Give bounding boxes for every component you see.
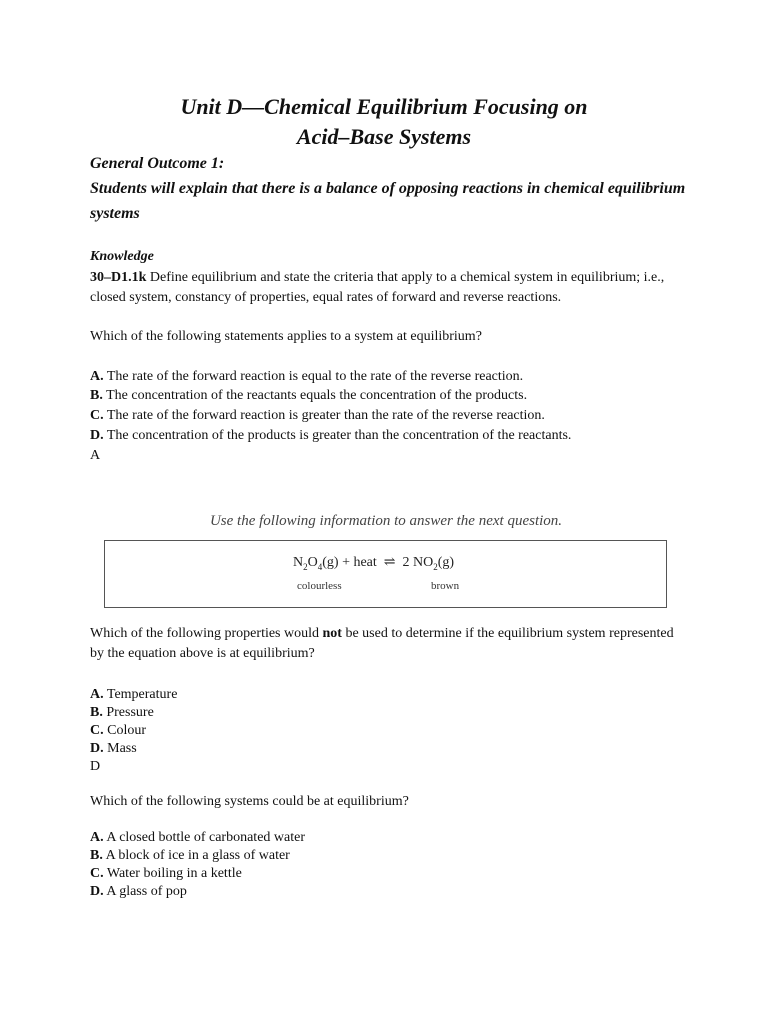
question-1-answer: A <box>90 448 101 463</box>
outcome-text: Students will explain that there is a balance of opposing reactions in chemical equilibrium systems <box>90 180 686 222</box>
question-1-option-a: A. The rate of the forward reaction is equal to the rate of the reverse reaction. <box>90 369 524 384</box>
outcome-code: 30–D1.1k <box>90 270 147 285</box>
knowledge-outcome <box>90 268 690 308</box>
question-2-option-d: D. Mass <box>90 741 137 756</box>
question-2-option-a: A. Temperature <box>90 687 178 702</box>
question-2-option-c: C. Colour <box>90 723 147 738</box>
question-1-option-d: D. The concentration of the products is greater than the concentration of the reactants. <box>90 428 572 443</box>
chemical-equation: $N_2O_4(g)$ + heat ⇌ 2 $NO_2(g)$ <box>293 555 455 572</box>
info-caption: Use the following information to answer the next question. <box>209 513 563 529</box>
label-colourless: colourless <box>297 580 342 592</box>
knowledge-heading: Knowledge <box>90 249 154 264</box>
equation-box <box>104 540 667 608</box>
question-3-option-c: C. Water boiling in a kettle <box>90 866 242 881</box>
question-2-option-b: B. Pressure <box>90 705 154 720</box>
outcome-heading: General Outcome 1: <box>90 155 225 172</box>
question-3-option-b: B. A block of ice in a glass of water <box>90 848 290 863</box>
label-brown: brown <box>431 580 460 592</box>
question-2-stem: Which of the following properties would not be used to determine if the equilibrium system represented by the equation above is at equilibrium? <box>90 626 674 661</box>
equilibrium-arrow-icon: ⇌ <box>383 555 396 570</box>
question-3-option-a: A. A closed bottle of carbonated water <box>90 830 305 845</box>
question-1-stem: Which of the following statements applies to a system at equilibrium? <box>90 329 482 344</box>
question-1-option-b: B. The concentration of the reactants equals the concentration of the products. <box>90 388 528 403</box>
title-line-1: Unit D—Chemical Equilibrium Focusing on <box>180 94 588 119</box>
outcome-description: Define equilibrium and state the criteria that apply to a chemical system in equilibrium; i.e., closed system, constancy of properties, equal rates of forward and reverse reactions. <box>90 270 665 305</box>
question-2-answer: D <box>90 759 101 774</box>
question-3-stem: Which of the following systems could be at equilibrium? <box>90 794 409 809</box>
title-line-2: Acid–Base Systems <box>296 124 472 149</box>
question-3-option-d: D. A glass of pop <box>90 884 187 899</box>
question-1-option-c: C. The rate of the forward reaction is greater than the rate of the reverse reaction. <box>90 408 545 423</box>
